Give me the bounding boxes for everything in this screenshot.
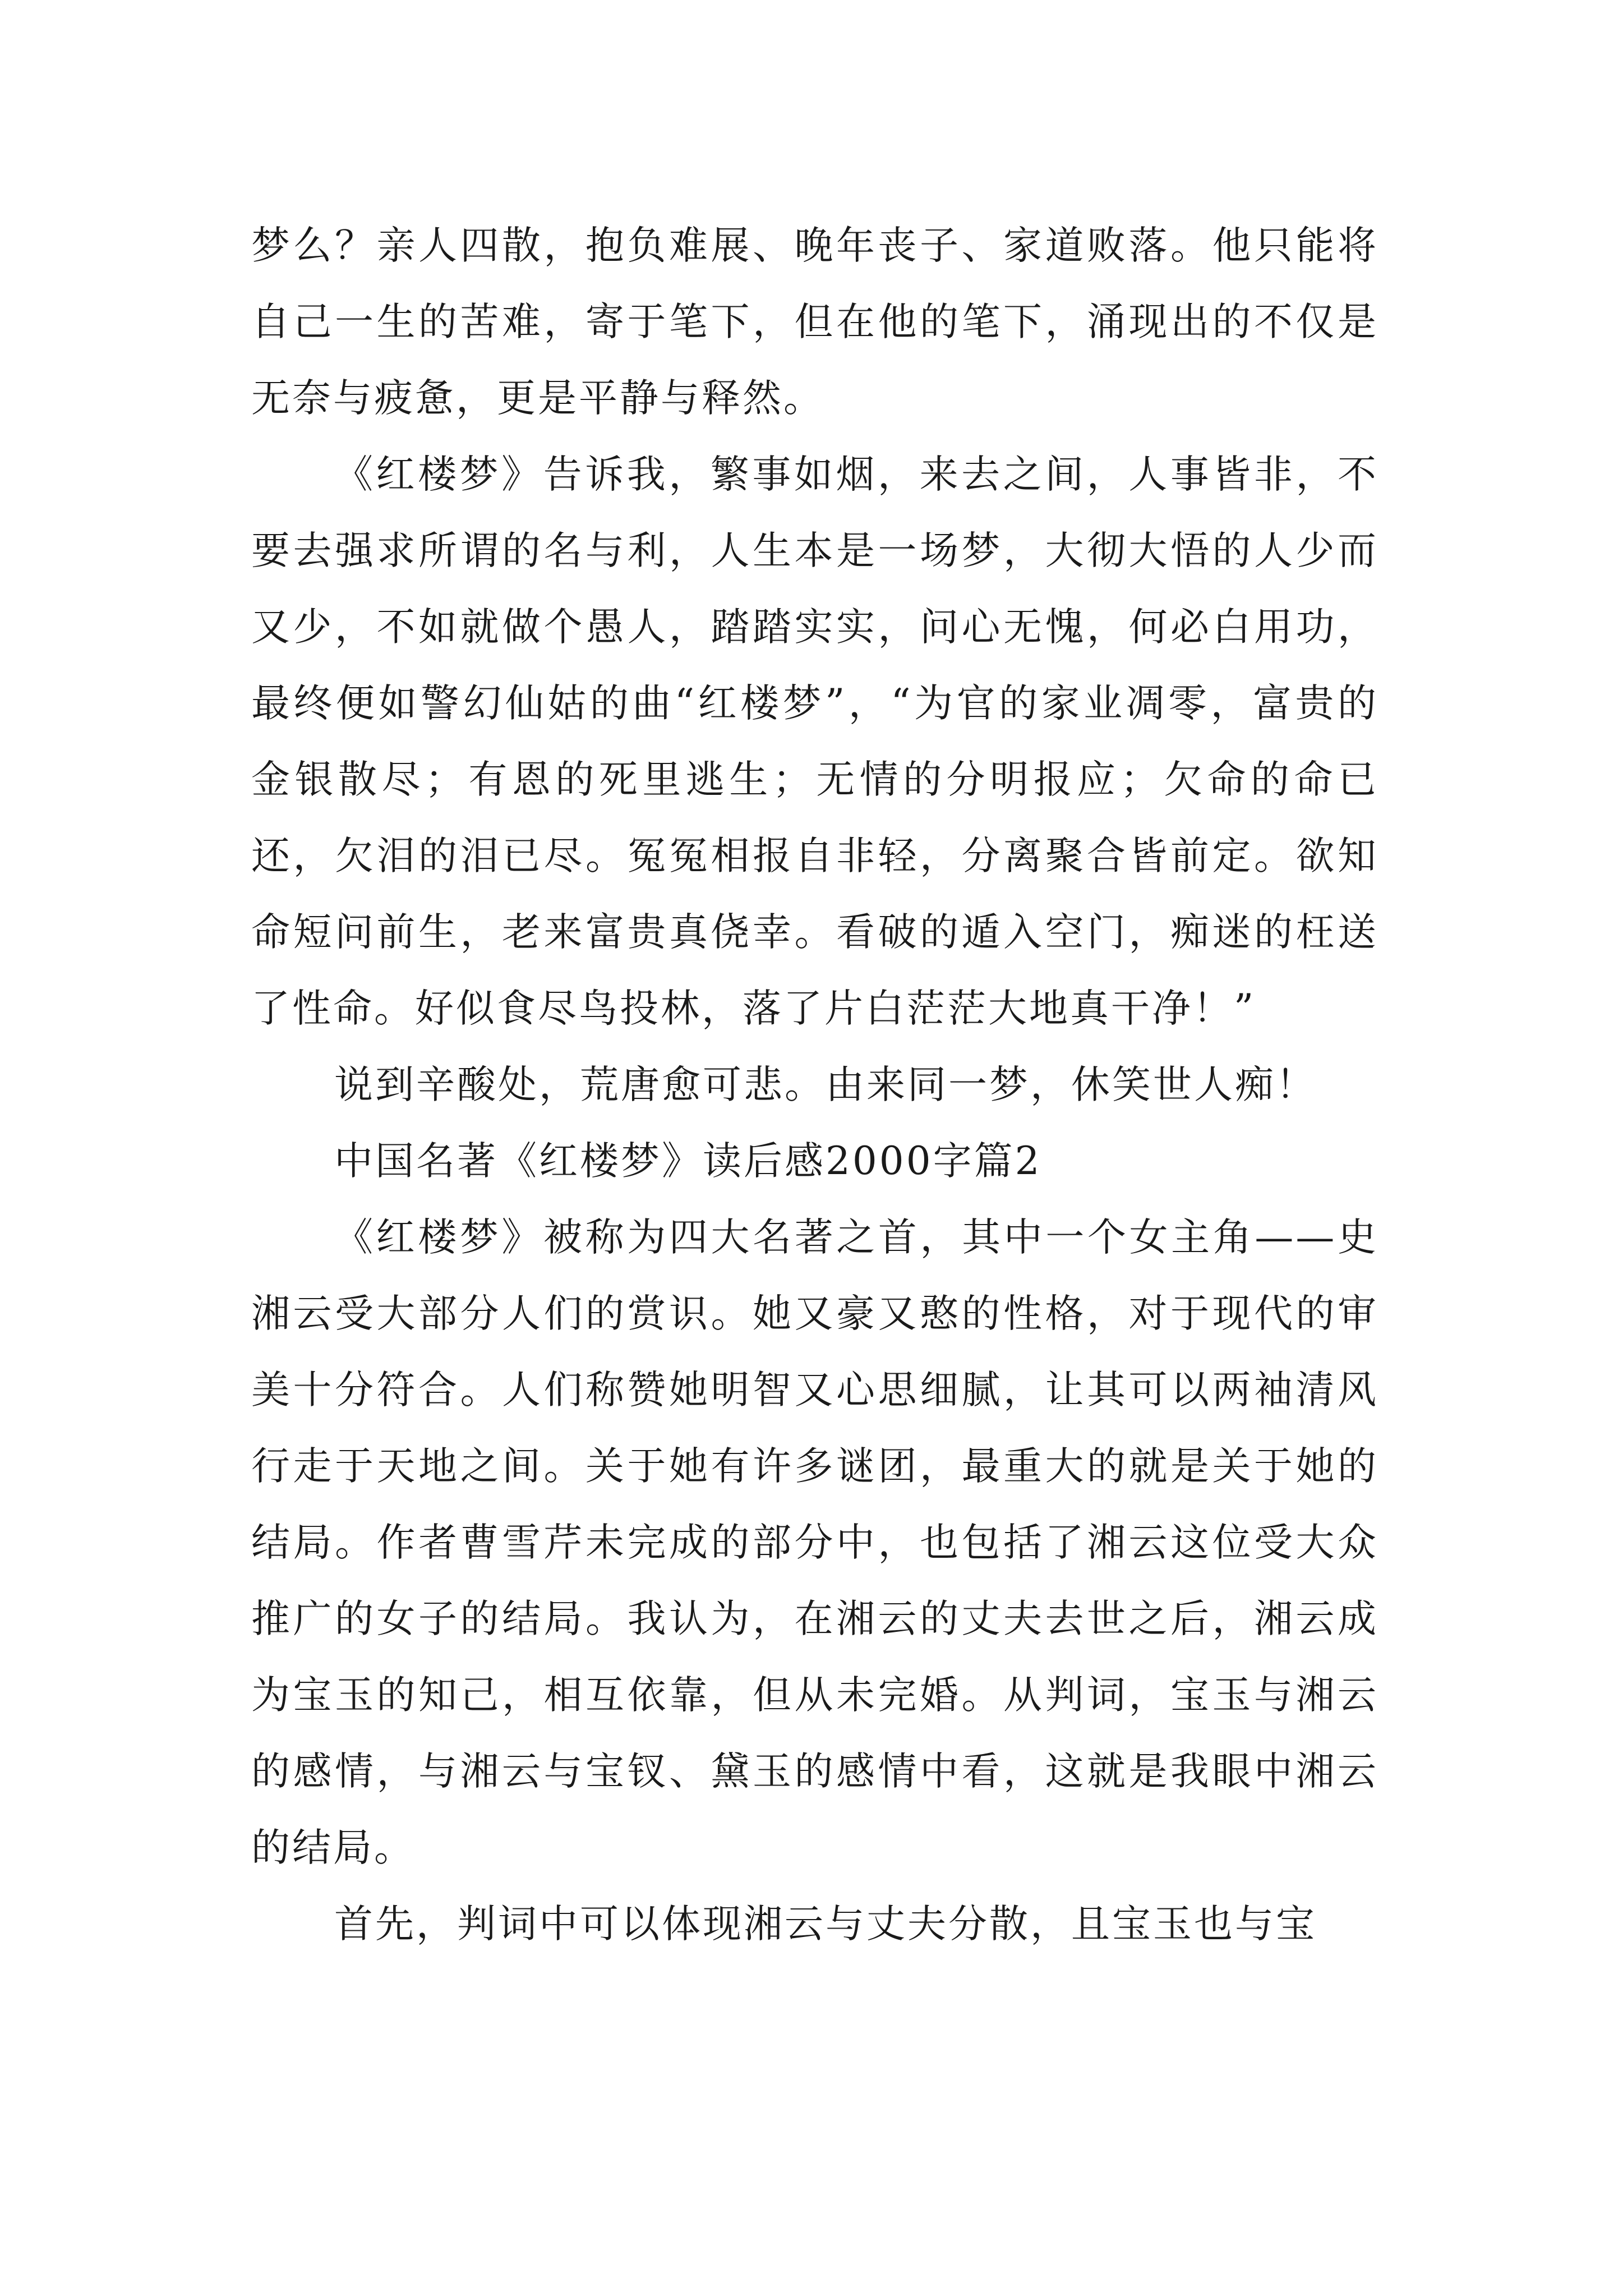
section-heading: 中国名著《红楼梦》读后感2000字篇2	[334, 1139, 1042, 1184]
paragraph-first-point: 首先，判词中可以体现湘云与丈夫分散，且宝玉也与宝	[334, 1902, 1317, 1947]
paragraph-shi-xiangyun: 《红楼梦》被称为四大名著之首，其中一个女主角——史湘云受大部分人们的赏识。她又豪又憨的性格，对于现代的审美十分符合。人们称赞她明智又心思细腻，让其可以两袖清风行走于天地之间。关于她有许多谜团，最重大的就是关于她的结局。作者曹雪芹未完成的部分中，也包括了湘云这位受大众推广的女子的结局。我认为，在湘云的丈夫去世之后，湘云成为宝玉的知己，相互依靠，但从未完婚。从判词，宝玉与湘云的感情，与湘云与宝钗、黛玉的感情中看，这就是我眼中湘云的结局。	[251, 1215, 1378, 1870]
document-body	[251, 208, 1378, 1962]
paragraph-continuation: 梦么？亲人四散，抱负难展、晚年丧子、家道败落。他只能将自己一生的苦难，寄于笔下，但在他的笔下，涌现出的不仅是无奈与疲惫，更是平静与释然。	[251, 223, 1378, 421]
paragraph-closing-verse: 说到辛酸处，荒唐愈可悲。由来同一梦，休笑世人痴！	[334, 1062, 1317, 1107]
paragraph-hongloumeng-lesson: 《红楼梦》告诉我，繁事如烟，来去之间，人事皆非，不要去强求所谓的名与利，人生本是一场梦，大彻大悟的人少而又少，不如就做个愚人，踏踏实实，问心无愧，何必白用功，最终便如警幻仙姑的曲“红楼梦”，“为官的家业凋零，富贵的金银散尽；有恩的死里逃生；无情的分明报应；欠命的命已还，欠泪的泪已尽。冤冤相报自非轻，分离聚合皆前定。欲知命短问前生，老来富贵真侥幸。看破的遁入空门，痴迷的枉送了性命。好似食尽鸟投林，落了片白茫茫大地真干净！”	[251, 452, 1378, 1031]
